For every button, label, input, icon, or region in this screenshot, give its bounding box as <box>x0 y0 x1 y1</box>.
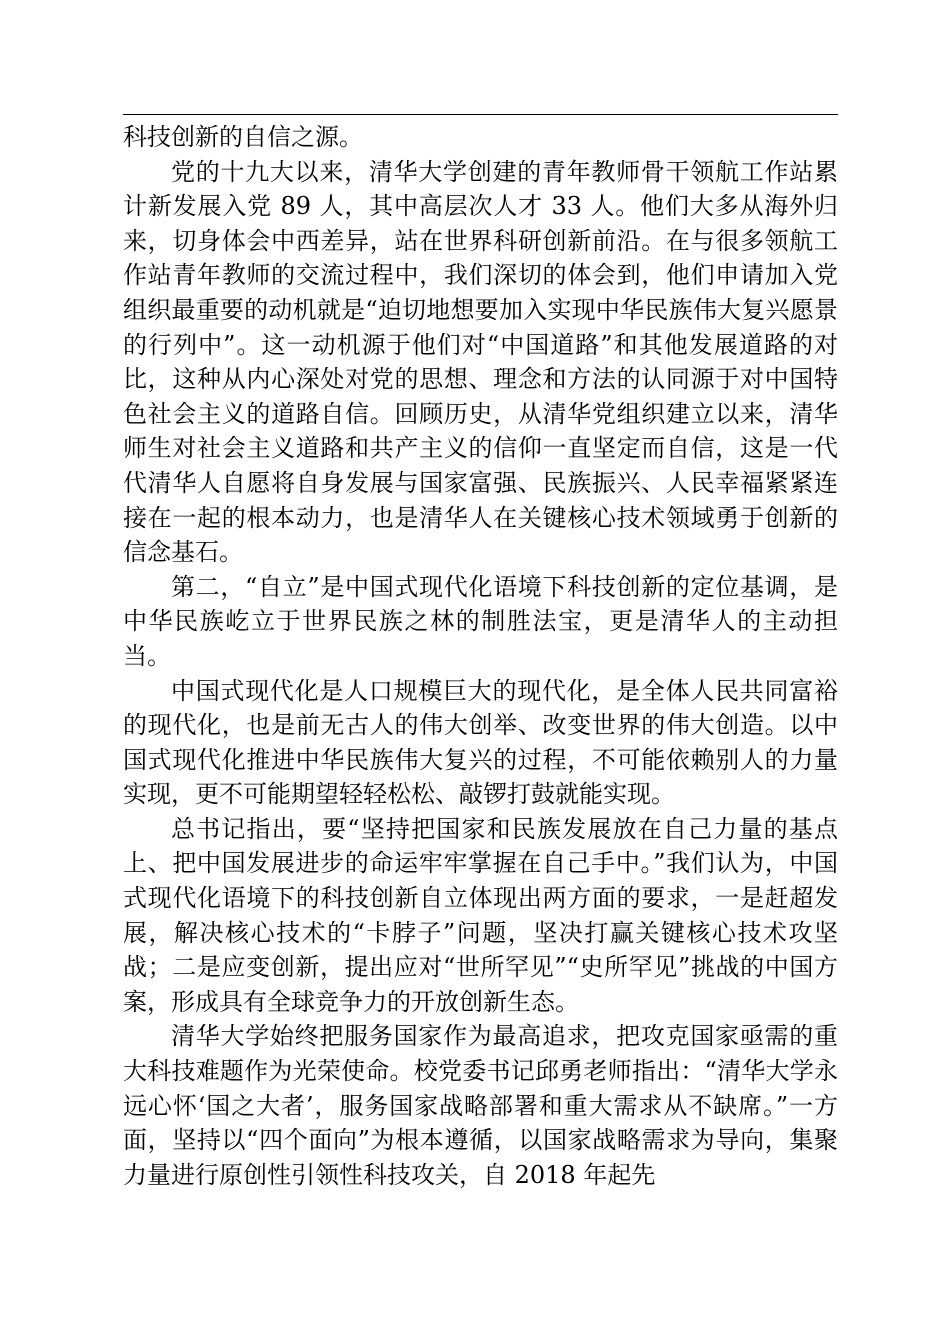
paragraph-youth-teachers: 党的十九大以来，清华大学创建的青年教师骨干领航工作站累计新发展入党 89 人，其中高层次人才 33 人。他们大多从海外归来，切身体会中西差异，站在世界科研创新前沿。在与很多领航工作站青年教师的交流过程中，我们深切的体会到，他们申请加入党组织最重要的动机就是“迫切地想要加入实现中华民族伟大复兴愿景的行列中”。这一动机源于他们对“中国道路”和其他发展道路的对比，这种从内心深处对党的思想、理念和方法的认同源于对中国特色社会主义的道路自信。回顾历史，从清华党组织建立以来，清华师生对社会主义道路和共产主义的信仰一直坚定而自信，这是一代代清华人自愿将自身发展与国家富强、民族振兴、人民幸福紧紧连接在一起的根本动力，也是清华人在关键核心技术领域勇于创新的信念基石。 <box>123 157 838 567</box>
paragraph-chinese-modernization: 中国式现代化是人口规模巨大的现代化，是全体人民共同富裕的现代化，也是前无古人的伟大创举、改变世界的伟大创造。以中国式现代化推进中华民族伟大复兴的过程，不可能依赖别人的力量实现，更不可能期望轻轻松松、敲锣打鼓就能实现。 <box>123 676 838 809</box>
paragraph-continuation: 科技创新的自信之源。 <box>123 123 363 151</box>
header-rule <box>123 114 838 115</box>
body-text <box>123 120 838 1192</box>
paragraph-self-reliance-heading: 第二，“自立”是中国式现代化语境下科技创新的定位基调，是中华民族屹立于世界民族之林的制胜法宝，更是清华人的主动担当。 <box>123 572 838 670</box>
paragraph-tsinghua-service: 清华大学始终把服务国家作为最高追求，把攻克国家亟需的重大科技难题作为光荣使命。校党委书记邱勇老师指出：“清华大学永远心怀‘国之大者’，服务国家战略部署和重大需求从不缺席。”一方面，坚持以“四个面向”为根本遵循，以国家战略需求为导向，集聚力量进行原创性引领性科技攻关，自 2018 年起先 <box>123 1022 838 1189</box>
paragraph-general-secretary-quote: 总书记指出，要“坚持把国家和民族发展放在自己力量的基点上、把中国发展进步的命运牢牢掌握在自己手中。”我们认为，中国式现代化语境下的科技创新自立体现出两方面的要求，一是赶超发展，解决核心技术的“卡脖子”问题，坚决打赢关键核心技术攻坚战；二是应变创新，提出应对“世所罕见”“史所罕见”挑战的中国方案，形成具有全球竞争力的开放创新生态。 <box>123 814 838 1016</box>
